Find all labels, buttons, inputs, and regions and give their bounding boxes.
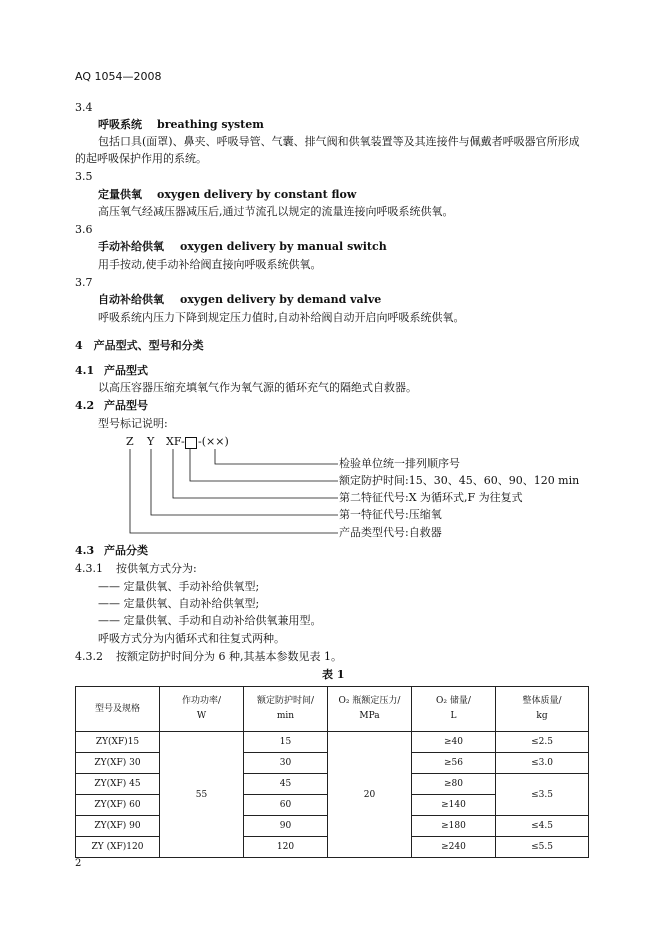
cell-model: ZY(XF) 45 — [76, 774, 160, 795]
cell-storage: ≥40 — [412, 732, 496, 753]
cell-mass: ≤4.5 — [496, 816, 589, 837]
cell-storage: ≥80 — [412, 774, 496, 795]
header-cell: 额定防护时间/ min — [244, 687, 328, 732]
definition: 的起呼吸保护作用的系统。 — [75, 152, 207, 165]
cell-storage: ≥180 — [412, 816, 496, 837]
cell-time: 30 — [244, 753, 328, 774]
cell-time: 15 — [244, 732, 328, 753]
table-caption: 表 1 — [322, 668, 345, 681]
cell-mass: ≤2.5 — [496, 732, 589, 753]
definition: 用手按动,使手动补给阀直接向呼吸系统供氧。 — [98, 258, 322, 271]
section-heading: 4 产品型式、型号和分类 — [75, 339, 204, 352]
diagram-label: 检验单位统一排列顺序号 — [339, 457, 460, 470]
clause-text: 呼吸方式分为内循环式和往复式两种。 — [98, 632, 285, 645]
header-cell: 型号及规格 — [76, 687, 160, 732]
parameter-table — [75, 686, 589, 858]
cell-storage: ≥140 — [412, 795, 496, 816]
clause-number: 4.2 — [75, 399, 95, 412]
list-item: —— 定量供氧、自动补给供氧型; — [98, 597, 260, 610]
cell-model: ZY(XF) 90 — [76, 816, 160, 837]
header-cell: 整体质量/ kg — [496, 687, 589, 732]
diagram-label: 第一特征代号:压缩氧 — [339, 508, 442, 521]
table-header-row — [76, 687, 589, 732]
cell-mass: ≤3.0 — [496, 753, 589, 774]
list-item: —— 定量供氧、手动补给供氧型; — [98, 580, 260, 593]
code-suffix: -(××) — [198, 435, 229, 448]
cell-mass: ≤3.5 — [496, 774, 589, 816]
term-en: oxygen delivery by demand valve — [180, 293, 382, 306]
table-row — [76, 732, 589, 753]
term-en: oxygen delivery by constant flow — [157, 188, 357, 201]
clause-text: 按额定防护时间分为 6 种,其基本参数见表 1。 — [116, 650, 342, 663]
cell-pressure: 20 — [328, 732, 412, 858]
cell-mass: ≤5.5 — [496, 837, 589, 858]
standard-number: AQ 1054—2008 — [75, 70, 162, 83]
clause-number: 3.6 — [75, 223, 93, 236]
diagram-label: 额定防护时间:15、30、45、60、90、120 min — [339, 474, 580, 487]
clause-number: 4.3.2 — [75, 650, 103, 663]
definition: 包括口具(面罩)、鼻夹、呼吸导管、气囊、排气阀和供氧装置等及其连接件与佩戴者呼吸器官所形成 — [98, 135, 580, 148]
cell-model: ZY(XF) 30 — [76, 753, 160, 774]
cell-storage: ≥56 — [412, 753, 496, 774]
header-cell: 作功功率/ W — [160, 687, 244, 732]
code-xf: XF- — [166, 435, 185, 448]
cell-model: ZY(XF) 60 — [76, 795, 160, 816]
term-en: oxygen delivery by manual switch — [180, 240, 387, 253]
code-z: Z — [126, 435, 134, 448]
diagram-label: 产品类型代号:自救器 — [339, 526, 442, 539]
clause-number: 4.3.1 — [75, 562, 103, 575]
clause-number: 4.1 — [75, 364, 95, 377]
clause-number: 4.3 — [75, 544, 95, 557]
definition: 呼吸系统内压力下降到规定压力值时,自动补给阀自动开启向呼吸系统供氧。 — [98, 311, 465, 324]
code-y: Y — [147, 435, 155, 448]
cell-time: 90 — [244, 816, 328, 837]
term-en: breathing system — [157, 118, 264, 131]
term-cn: 自动补给供氧 — [98, 293, 164, 306]
clause-number: 3.7 — [75, 276, 93, 289]
term-cn: 呼吸系统 — [98, 118, 142, 131]
diagram-label: 第二特征代号:X 为循环式,F 为往复式 — [339, 491, 523, 504]
clause-text: 按供氧方式分为: — [116, 562, 197, 575]
clause-title: 产品型式 — [104, 364, 148, 377]
cell-model: ZY(XF)15 — [76, 732, 160, 753]
clause-text: 以高压容器压缩充填氧气作为氧气源的循环充气的隔绝式自救器。 — [98, 381, 417, 394]
clause-text: 型号标记说明: — [98, 417, 168, 430]
header-cell: O₂ 储量/ L — [412, 687, 496, 732]
clause-number: 3.4 — [75, 101, 93, 114]
term-cn: 手动补给供氧 — [98, 240, 164, 253]
clause-title: 产品分类 — [104, 544, 148, 557]
cell-time: 60 — [244, 795, 328, 816]
cell-time: 45 — [244, 774, 328, 795]
list-item: —— 定量供氧、手动和自动补给供氧兼用型。 — [98, 614, 322, 627]
definition: 高压氧气经减压器减压后,通过节流孔以规定的流量连接向呼吸系统供氧。 — [98, 205, 454, 218]
term-cn: 定量供氧 — [98, 188, 142, 201]
cell-power: 55 — [160, 732, 244, 858]
cell-model: ZY (XF)120 — [76, 837, 160, 858]
header-cell: O₂ 瓶额定压力/ MPa — [328, 687, 412, 732]
cell-storage: ≥240 — [412, 837, 496, 858]
page-number: 2 — [75, 858, 82, 869]
cell-time: 120 — [244, 837, 328, 858]
clause-number: 3.5 — [75, 170, 93, 183]
clause-title: 产品型号 — [104, 399, 148, 412]
